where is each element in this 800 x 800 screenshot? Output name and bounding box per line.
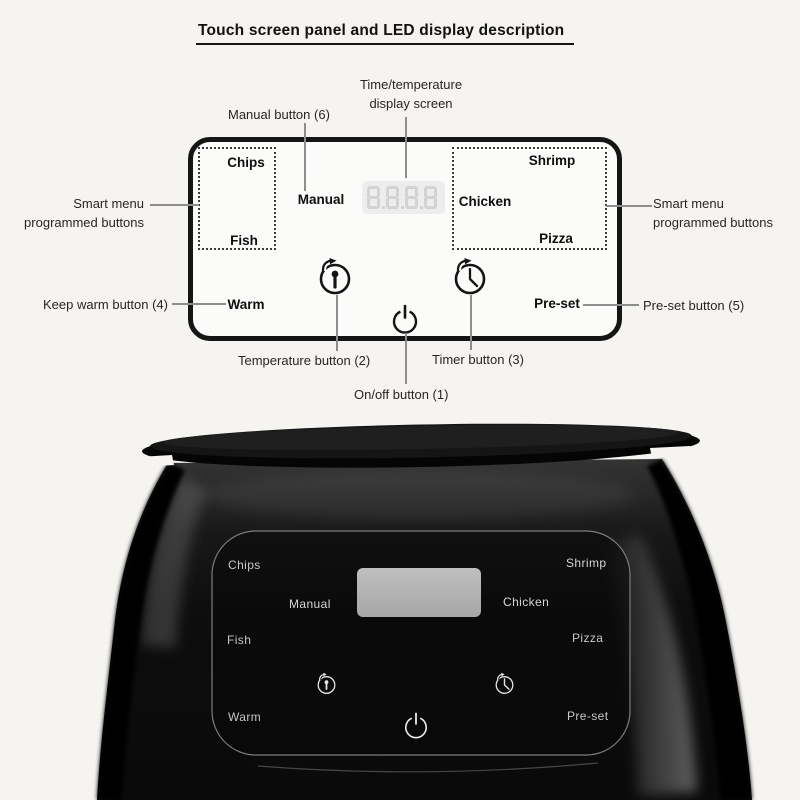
timer-clock-icon [450,258,490,300]
photo-label-shrimp: Shrimp [566,556,607,570]
callout-display-line1: Time/temperature [359,77,463,92]
panel-label-chips: Chips [227,155,265,170]
callout-smart-menu-right [653,195,773,233]
callout-smart-right-line1: Smart menu [653,196,724,211]
callout-smart-right-line2: programmed buttons [653,214,773,230]
callout-keep-warm-button: Keep warm button (4) [42,297,168,312]
callout-manual-button: Manual button (6) [228,107,330,122]
callout-smart-left-line1: Smart menu [73,196,144,211]
leader-line-preset [583,304,639,306]
panel-label-chicken: Chicken [458,194,512,209]
led-display [362,181,445,214]
leader-line-temperature [336,295,338,351]
photo-power-icon [402,711,430,741]
callout-preset-button: Pre-set button (5) [643,298,745,313]
photo-label-warm: Warm [228,710,262,724]
air-fryer-photo [0,400,800,800]
photo-label-chips: Chips [228,558,261,572]
callout-smart-left-line2: programmed buttons [24,214,144,230]
callout-timer-button: Timer button (3) [432,352,524,367]
callout-smart-menu-left [0,195,144,233]
panel-label-manual: Manual [297,192,345,207]
callout-display-screen [341,76,481,114]
photo-lcd-screen [357,568,481,617]
leader-line-display [405,117,407,178]
lid-notch-right [650,446,692,458]
leader-line-manual [304,123,306,191]
photo-timer-icon [493,672,517,698]
panel-label-preset: Pre-set [534,296,580,311]
lid-notch-left [138,455,174,467]
photo-label-fish: Fish [227,633,252,647]
panel-label-fish: Fish [230,233,258,248]
leader-line-timer [470,295,472,350]
callout-temperature-button: Temperature button (2) [238,353,371,368]
panel-label-pizza: Pizza [539,231,573,246]
leader-line-keep-warm [172,303,226,305]
photo-label-manual: Manual [289,597,331,611]
seven-segment-digits [362,181,445,214]
photo-label-chicken: Chicken [503,595,550,609]
callout-display-line2: display screen [369,95,453,111]
body-top-sheen [205,470,635,520]
page-title: Touch screen panel and LED display description [196,22,574,45]
temperature-dial-icon [315,258,355,300]
panel-label-warm: Warm [227,297,265,312]
callout-onoff-button: On/off button (1) [354,387,449,402]
photo-label-pizza: Pizza [572,631,604,645]
leader-line-smart-right [606,205,652,207]
leader-line-smart-left [150,204,199,206]
photo-label-preset: Pre-set [567,709,609,723]
photo-temperature-icon [315,672,339,698]
panel-label-shrimp: Shrimp [528,153,576,168]
leader-line-onoff [405,333,407,384]
